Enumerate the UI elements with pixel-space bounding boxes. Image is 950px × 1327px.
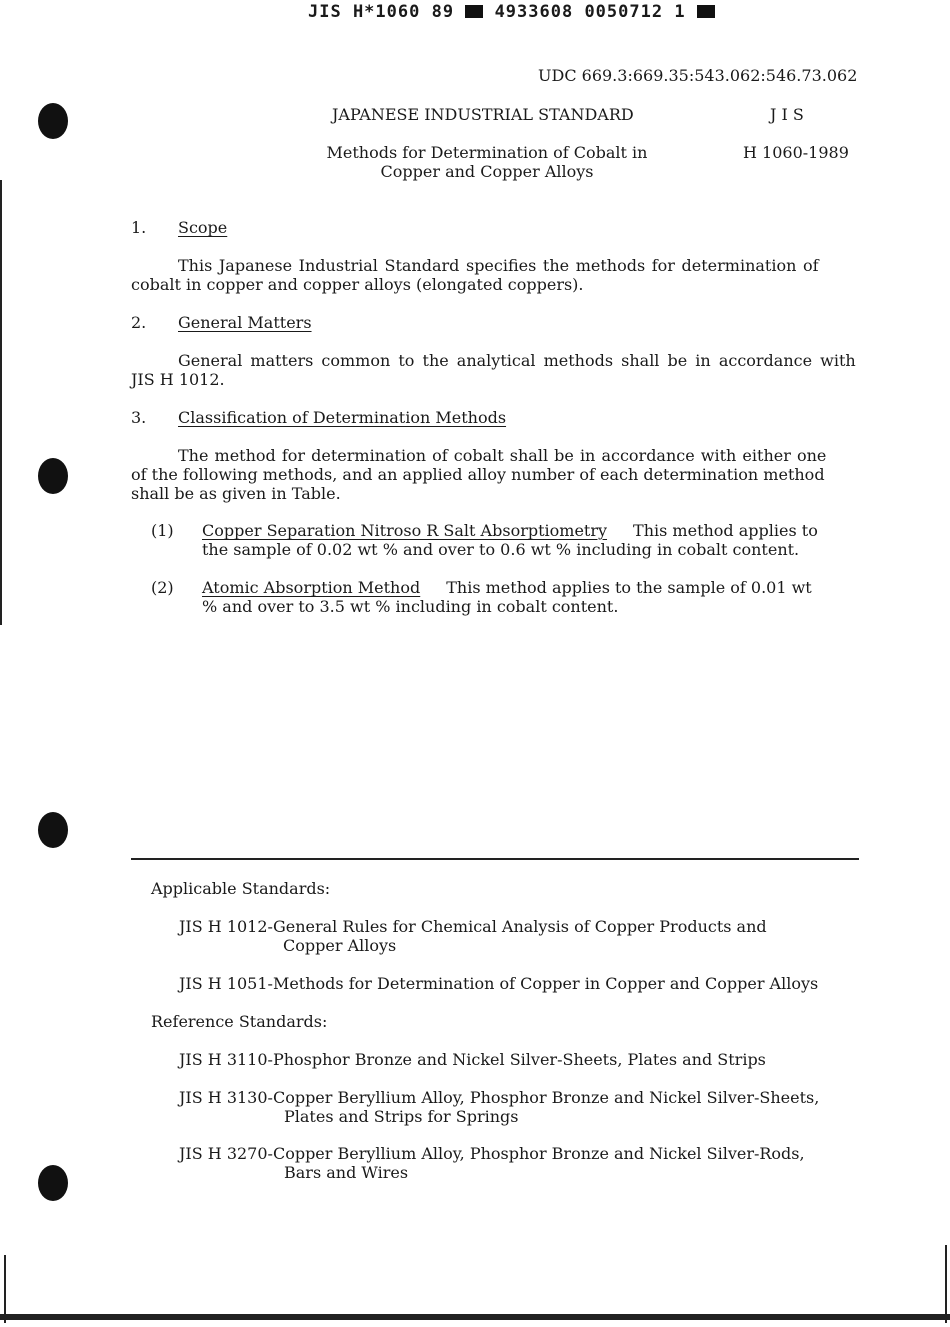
list-item: [202, 578, 812, 597]
item-title: Copper Separation Nitroso R Salt Absorptiometry: [202, 521, 608, 540]
standard-number: H 1060-1989: [743, 143, 849, 162]
standard-name: JAPANESE INDUSTRIAL STANDARD: [332, 105, 634, 124]
section-number: 1.: [131, 218, 147, 237]
reference-standards-label: Reference Standards:: [151, 1012, 328, 1031]
stamp-block: [697, 5, 715, 18]
paragraph-line: The method for determination of cobalt shall be in accordance with either one: [178, 446, 827, 465]
standard-entry: JIS H 1012-General Rules for Chemical Analysis of Copper Products and: [179, 917, 767, 936]
list-item: [202, 521, 818, 540]
standard-entry-continuation: Bars and Wires: [284, 1163, 409, 1182]
section-heading-scope: Scope: [178, 218, 228, 237]
footnote-divider: [131, 858, 859, 860]
item-text-line: % and over to 3.5 wt % including in cobalt content.: [202, 597, 619, 616]
paragraph-line: This Japanese Industrial Standard specifies the methods for determination of: [178, 256, 819, 275]
scan-bottom-edge: [0, 1314, 950, 1320]
binder-hole: [38, 812, 68, 848]
standard-entry: JIS H 1051-Methods for Determination of Copper in Copper and Copper Alloys: [179, 974, 819, 993]
item-text: This method applies to the sample of 0.01 wt: [446, 578, 812, 597]
standard-entry-continuation: Copper Alloys: [283, 936, 397, 955]
item-text-line: the sample of 0.02 wt % and over to 0.6 wt % including in cobalt content.: [202, 540, 800, 559]
binder-hole: [38, 103, 68, 139]
standard-entry: JIS H 3110-Phosphor Bronze and Nickel Silver-Sheets, Plates and Strips: [179, 1050, 766, 1069]
standard-entry: JIS H 3130-Copper Beryllium Alloy, Phosphor Bronze and Nickel Silver-Sheets,: [179, 1088, 820, 1107]
section-heading-general: General Matters: [178, 313, 312, 332]
stamp-code: JIS H*1060 89: [308, 2, 455, 22]
stamp-block: [465, 5, 483, 18]
item-number: (1): [151, 521, 174, 540]
paragraph-line: JIS H 1012.: [131, 370, 225, 389]
standard-entry-continuation: Plates and Strips for Springs: [284, 1107, 519, 1126]
item-number: (2): [151, 578, 174, 597]
jis-mark: J I S: [770, 105, 804, 124]
title-line: Copper and Copper Alloys: [380, 162, 594, 181]
section-number: 2.: [131, 313, 147, 332]
paragraph-line: General matters common to the analytical methods shall be in accordance with: [178, 351, 856, 370]
document-title: [316, 143, 658, 181]
standard-entry: JIS H 3270-Copper Beryllium Alloy, Phosphor Bronze and Nickel Silver-Rods,: [179, 1144, 805, 1163]
binder-hole: [38, 1165, 68, 1201]
paragraph-line: of the following methods, and an applied alloy number of each determination method: [131, 465, 825, 484]
applicable-standards-label: Applicable Standards:: [151, 879, 331, 898]
udc-code: UDC 669.3:669.35:543.062:546.73.062: [538, 66, 858, 85]
section-heading-classification: Classification of Determination Methods: [178, 408, 507, 427]
document-stamp: [308, 2, 715, 22]
scan-left-edge: [4, 1255, 6, 1323]
scan-right-edge: [945, 1245, 947, 1323]
scan-left-edge: [0, 180, 2, 625]
binder-hole: [38, 458, 68, 494]
paragraph-line: shall be as given in Table.: [131, 484, 341, 503]
item-text: This method applies to: [633, 521, 818, 540]
title-line: Methods for Determination of Cobalt in: [326, 143, 648, 162]
item-title: Atomic Absorption Method: [202, 578, 421, 597]
paragraph-line: cobalt in copper and copper alloys (elongated coppers).: [131, 275, 584, 294]
stamp-number: 4933608 0050712 1: [494, 2, 686, 22]
section-number: 3.: [131, 408, 147, 427]
